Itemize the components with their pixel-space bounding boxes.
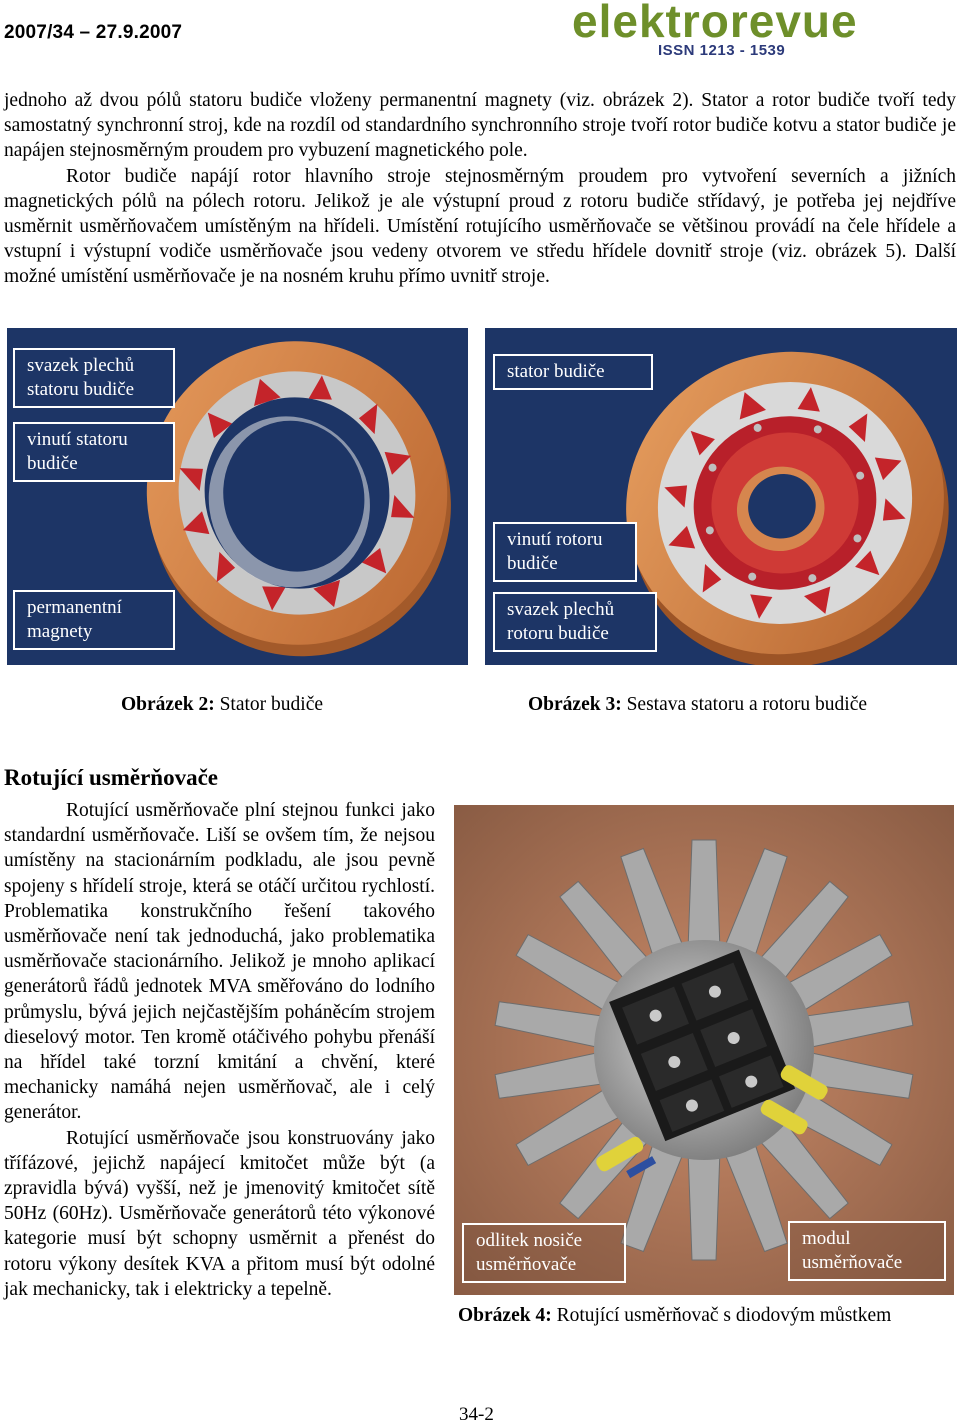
issue-date: 2007/34 – 27.9.2007 — [4, 22, 183, 43]
label-rotor-winding: vinutí rotoru budiče — [493, 522, 637, 582]
logo-wordmark: elektrorevue — [572, 0, 858, 47]
section-body — [4, 798, 435, 1302]
label-stator-stack: svazek plechů statoru budiče — [13, 348, 175, 408]
figure-3-caption: Obrázek 3: Sestava statoru a rotoru budiče — [528, 694, 868, 715]
page-number: 34-2 — [459, 1404, 494, 1425]
figure-2-stator — [7, 328, 468, 665]
figure-4-caption: Obrázek 4: Rotující usměrňovač s diodovým můstkem — [458, 1305, 892, 1326]
label-rectifier-carrier: odlitek nosiče usměrňovače — [462, 1223, 626, 1283]
section-title: Rotující usměrňovače — [4, 765, 218, 790]
logo-issn: ISSN 1213 - 1539 — [658, 42, 786, 59]
figure-4-rectifier — [454, 805, 954, 1295]
section-paragraph-1: Rotující usměrňovače plní stejnou funkci jako standardní usměrňovače. Liší se ovšem tím, že nejsou umístěny na stacionárním podkladu, ale jsou pevně spojeny s hřídelí stroje, která se otáčí určitou rychlostí. Problematika konstrukčního řešení takového usměrňovače není tak jednoduchá, jako problematika usměrňovače stacionárního. Jelikož je mnoho aplikací generátorů řádů jednotek MVA směřováno do lodního průmyslu, bývá jejich nejčastějším poháněcím strojem dieselový motor. Ten kromě otáčivého pohybu přenáší na hřídel také torzní kmitání a chvění, které mechanicky namáhá nejen usměrňovač, ale i celý generátor. — [4, 800, 435, 1124]
label-exciter-stator: stator budiče — [493, 354, 653, 390]
elektrorevue-logo — [572, 2, 902, 62]
intro-text — [4, 88, 956, 290]
figure-2-caption: Obrázek 2: Stator budiče — [121, 694, 324, 715]
label-stator-winding: vinutí statoru budiče — [13, 422, 175, 482]
label-rectifier-module: modul usměrňovače — [788, 1221, 946, 1281]
label-rotor-stack: svazek plechů rotoru budiče — [493, 592, 657, 652]
label-permanent-magnets: permanentní magnety — [13, 590, 175, 650]
intro-paragraph-2: Rotor budiče napájí rotor hlavního stroje stejnosměrným proudem pro vytvoření severních a jižních magnetických pólů na pólech rotoru. Jelikož je ale výstupní proud z rotoru budiče střídavý, je potřeba jej nejdříve usměrnit usměrňovačem umístěným na hřídeli. Umístění rotujícího usměrňovače se většinou provádí na čele hřídele a vstupní i výstupní vodiče usměrňovače jsou vedeny otvorem ve středu hřídele dovnitř stroje (viz. obrázek 5). Další možné umístění usměrňovače je na nosném kruhu přímo uvnitř stroje. — [4, 165, 956, 288]
figure-3-assembly — [485, 328, 957, 665]
section-paragraph-2: Rotující usměrňovače jsou konstruovány jako třífázové, jejichž napájecí kmitočet může být (a zpravidla bývá) vyšší, než je jmenovitý kmitočet sítě 50Hz (60Hz). Usměrňovače generátorů této výkonové kategorie musí být schopny usměrnit a přenést do rotoru výkony desítek KVA a přitom musí být odolné jak mechanicky, tak i elektricky a tepelně. — [4, 1127, 435, 1300]
intro-paragraph-1: jednoho až dvou pólů statoru budiče vloženy permanentní magnety (viz. obrázek 2). Stator a rotor budiče tvoří tedy samostatný synchronní stroj, kde na rozdíl od standardního synchronního stroje tvoří rotor budiče kotvu a stator budiče je napájen stejnosměrným proudem pro vybuzení magnetického pole. — [4, 90, 956, 162]
